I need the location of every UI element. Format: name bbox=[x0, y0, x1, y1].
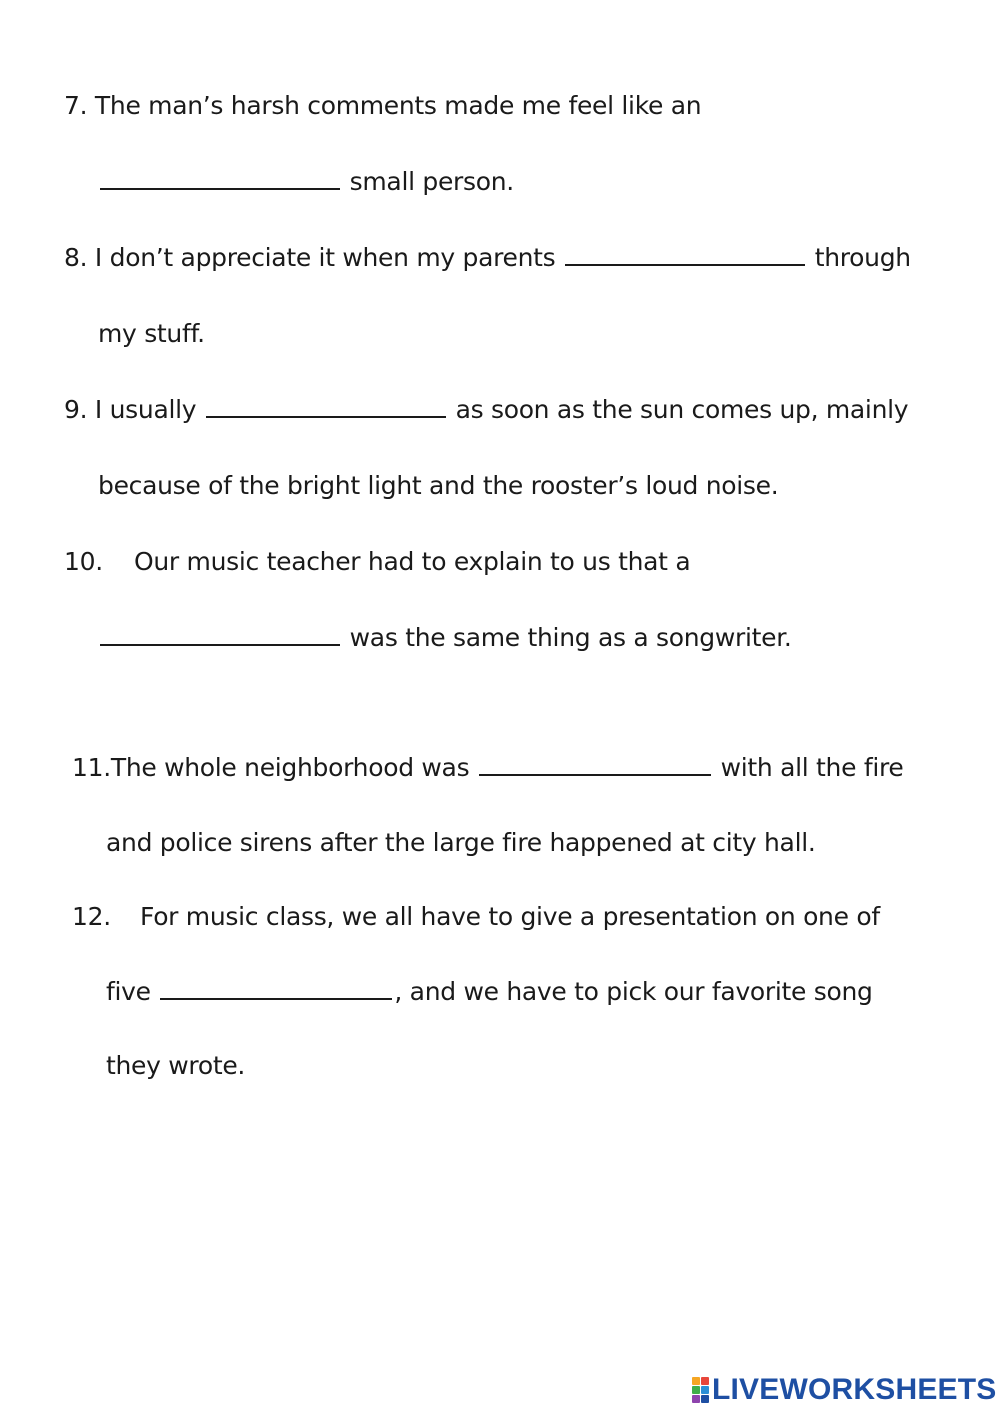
question-text: five bbox=[106, 977, 151, 1006]
answer-blank-11[interactable] bbox=[479, 752, 711, 776]
question-7-line-2 bbox=[98, 164, 514, 200]
question-11-line-2 bbox=[106, 825, 816, 861]
question-text: they wrote. bbox=[106, 1051, 246, 1080]
question-12-line-2 bbox=[106, 974, 873, 1010]
question-text: I usually bbox=[94, 395, 197, 424]
question-text: and police sirens after the large fire happened at city hall. bbox=[106, 828, 816, 857]
question-text: Our music teacher had to explain to us that a bbox=[134, 547, 691, 576]
question-7-line-1 bbox=[64, 88, 701, 124]
question-number: 12. bbox=[72, 902, 111, 931]
question-9-line-2 bbox=[98, 468, 778, 504]
question-number: 8. bbox=[64, 243, 88, 272]
question-text: through bbox=[814, 243, 911, 272]
question-12-line-3 bbox=[106, 1048, 245, 1084]
question-text: I don’t appreciate it when my parents bbox=[94, 243, 556, 272]
liveworksheets-logo bbox=[692, 1373, 997, 1407]
question-text: , and we have to pick our favorite song bbox=[394, 977, 873, 1006]
question-number: 11. bbox=[72, 753, 111, 782]
answer-blank-9[interactable] bbox=[206, 394, 446, 418]
question-number: 10. bbox=[64, 547, 103, 576]
answer-blank-12[interactable] bbox=[160, 976, 392, 1000]
question-text: The man’s harsh comments made me feel like an bbox=[94, 91, 702, 120]
question-text: small person. bbox=[349, 167, 514, 196]
logo-text: LIVEWORKSHEETS bbox=[712, 1373, 997, 1406]
question-8-line-1 bbox=[64, 240, 911, 276]
question-text: my stuff. bbox=[98, 319, 205, 348]
question-text: as soon as the sun comes up, mainly bbox=[455, 395, 909, 424]
question-text: with all the fire bbox=[720, 753, 904, 782]
question-number: 7. bbox=[64, 91, 88, 120]
question-11-line-1 bbox=[72, 750, 904, 786]
question-text: The whole neighborhood was bbox=[110, 753, 470, 782]
logo-mark-icon bbox=[692, 1377, 709, 1403]
answer-blank-8[interactable] bbox=[565, 242, 805, 266]
question-12-line-1 bbox=[72, 899, 880, 935]
question-8-line-2 bbox=[98, 316, 205, 352]
question-text: For music class, we all have to give a presentation on one of bbox=[140, 902, 880, 931]
answer-blank-10[interactable] bbox=[100, 622, 340, 646]
answer-blank-7[interactable] bbox=[100, 166, 340, 190]
question-text: was the same thing as a songwriter. bbox=[349, 623, 792, 652]
question-10-line-2 bbox=[98, 620, 792, 656]
question-9-line-1 bbox=[64, 392, 908, 428]
question-text: because of the bright light and the rooster’s loud noise. bbox=[98, 471, 779, 500]
question-10-line-1 bbox=[64, 544, 690, 580]
question-number: 9. bbox=[64, 395, 88, 424]
